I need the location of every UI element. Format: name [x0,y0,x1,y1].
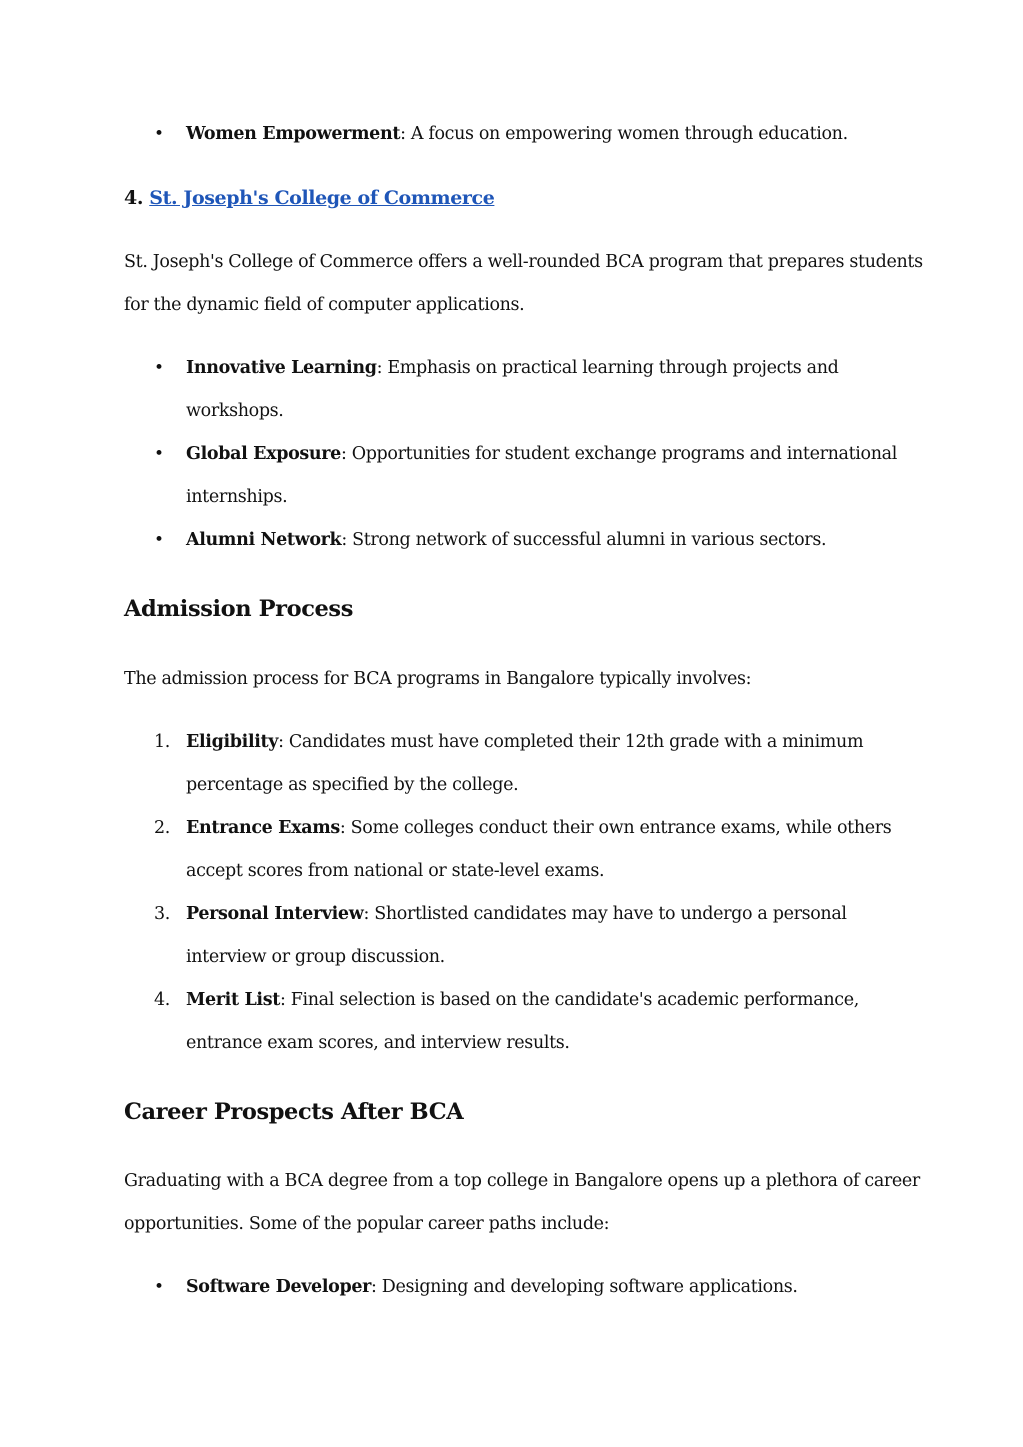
step-desc: : Some colleges conduct their own entrance exams, while others [339,818,892,838]
step-continuation: accept scores from national or state-level exams. [186,861,605,881]
step-term: Merit List [186,990,280,1010]
list-item-alumni-network [186,528,826,552]
list-item-term: Women Empowerment [186,124,401,144]
college-heading [124,185,494,211]
careers-intro-line-1: Graduating with a BCA degree from a top college in Bangalore opens up a plethora of career [124,1171,920,1191]
list-item-continuation: workshops. [186,401,284,421]
step-eligibility [186,730,863,754]
list-item-innovative-learning [186,356,838,380]
step-desc: : Shortlisted candidates may have to undergo a personal [363,904,847,924]
bullet-icon: • [154,358,165,378]
step-term: Personal Interview [186,904,364,924]
college-intro-line-2: for the dynamic field of computer applications. [124,295,525,315]
list-item-desc: : A focus on empowering women through education. [400,124,848,144]
step-entrance-exams [186,816,891,840]
step-number: 2. [154,818,170,838]
step-merit-list [186,988,859,1012]
list-item-software-developer [186,1275,798,1299]
list-item-continuation: internships. [186,487,288,507]
list-item-term: Innovative Learning [186,358,377,378]
admission-intro: The admission process for BCA programs in Bangalore typically involves: [124,669,752,689]
step-desc: : Final selection is based on the candidate's academic performance, [279,990,859,1010]
step-number: 3. [154,904,170,924]
bullet-icon: • [154,124,165,144]
list-item-women-empowerment [186,122,848,146]
careers-heading: Career Prospects After BCA [124,1099,464,1125]
step-desc: : Candidates must have completed their 12th grade with a minimum [278,732,864,752]
bullet-icon: • [154,1277,165,1297]
list-item-term: Global Exposure [186,444,341,464]
step-term: Eligibility [186,732,279,752]
step-personal-interview [186,902,847,926]
list-item-desc: : Opportunities for student exchange programs and international [340,444,897,464]
bullet-icon: • [154,530,165,550]
step-continuation: percentage as specified by the college. [186,775,519,795]
careers-intro-line-2: opportunities. Some of the popular career paths include: [124,1214,610,1234]
step-number: 4. [154,990,170,1010]
admission-heading: Admission Process [124,596,353,622]
list-item-term: Alumni Network [186,530,342,550]
step-number: 1. [154,732,170,752]
list-item-desc: : Designing and developing software applications. [371,1277,798,1297]
list-item-term: Software Developer [186,1277,371,1297]
step-term: Entrance Exams [186,818,340,838]
bullet-icon: • [154,444,165,464]
college-intro-line-1: St. Joseph's College of Commerce offers a well-rounded BCA program that prepares students [124,252,923,272]
step-continuation: interview or group discussion. [186,947,445,967]
list-item-desc: : Emphasis on practical learning through projects and [376,358,839,378]
step-continuation: entrance exam scores, and interview results. [186,1033,570,1053]
list-item-global-exposure [186,442,897,466]
college-number: 4. [124,187,150,209]
college-link[interactable]: St. Joseph's College of Commerce [149,187,495,209]
list-item-desc: : Strong network of successful alumni in various sectors. [341,530,827,550]
